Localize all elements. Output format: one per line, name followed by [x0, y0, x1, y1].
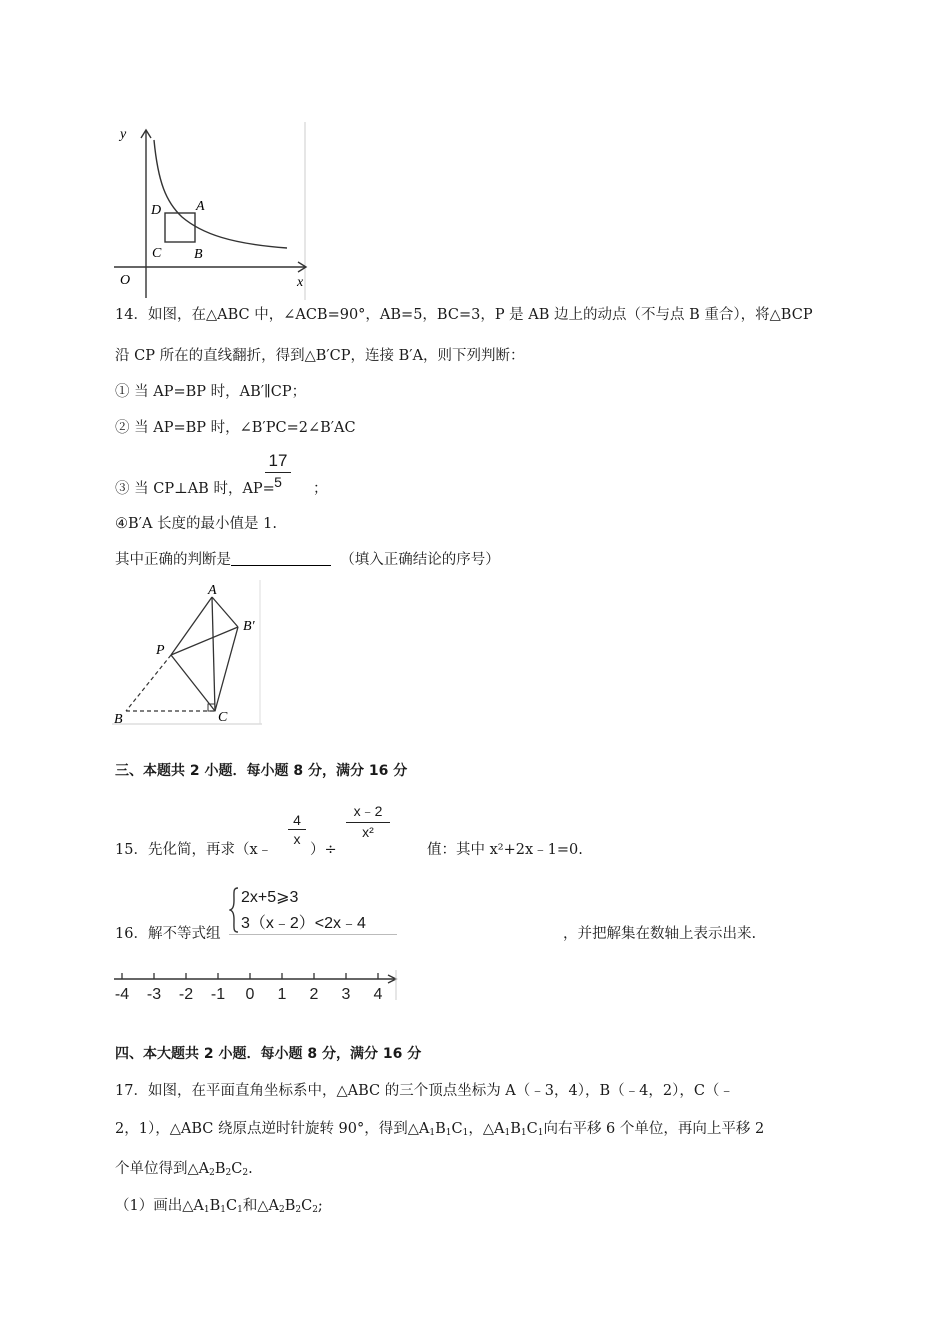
hyperbola-figure — [112, 122, 312, 300]
subscript: 1 — [429, 1128, 436, 1138]
subscript: 1 — [203, 1205, 210, 1215]
subscript: 2 — [242, 1168, 249, 1178]
q14-item1: ① 当 AP=BP 时，AB′∥CP； — [115, 384, 307, 400]
q17-part1-text: 和△A — [242, 1198, 279, 1214]
label-p: P — [156, 643, 165, 658]
subscript: 2 — [225, 1168, 232, 1178]
subscript: 1 — [537, 1128, 544, 1138]
label-y: y — [120, 127, 127, 142]
fraction-bar — [346, 822, 390, 823]
subscript: 2 — [278, 1205, 285, 1215]
segment-b-prime-c — [215, 627, 238, 711]
q17-part1-text: ; — [317, 1198, 323, 1214]
brace-icon — [229, 886, 239, 934]
number-line-label: -4 — [114, 986, 130, 1003]
q14-item4: ④B′A 长度的最小值是 1. — [115, 516, 277, 532]
subscript: 1 — [445, 1128, 452, 1138]
q15-frac1-den: x — [293, 831, 301, 847]
inequality-1: 2x+5⩾3 — [241, 889, 299, 906]
q17-line2-text: C — [526, 1121, 538, 1137]
label-b-prime: B′ — [243, 619, 255, 634]
q14-fraction — [265, 451, 291, 490]
q14-fraction-den: 5 — [274, 474, 282, 490]
q17-line3-text: . — [248, 1161, 253, 1177]
subscript: 1 — [462, 1128, 469, 1138]
q16-prefix: 16．解不等式组 — [115, 926, 221, 942]
q14-item3-prefix: ③ 当 CP⊥AB 时，AP= — [115, 481, 275, 497]
q14-item3 — [115, 477, 275, 498]
label-b: B — [194, 247, 203, 262]
subscript: 1 — [220, 1205, 226, 1215]
label-x: x — [297, 275, 304, 290]
label-a: A — [196, 199, 205, 214]
q15-fraction2 — [346, 801, 390, 840]
q17-line3 — [115, 1157, 253, 1178]
q17-part1-text: C — [225, 1198, 238, 1214]
subscript: 1 — [520, 1128, 527, 1138]
inequality-system — [229, 886, 397, 935]
number-line-label: 4 — [373, 986, 383, 1003]
q14-item3-suffix: ； — [313, 481, 328, 497]
q14-item2: ② 当 AP=BP 时，∠B′PC=2∠B′AC — [115, 420, 356, 436]
subscript: 2 — [312, 1205, 318, 1215]
label-origin: O — [120, 273, 131, 288]
q17-part1-text: （1）画出△A — [115, 1198, 204, 1214]
q14-answer-suffix: （填入正确结论的序号） — [340, 552, 500, 568]
q15-frac2-den: x² — [362, 824, 374, 840]
q17-line2 — [115, 1117, 764, 1138]
number-line-label: -1 — [210, 986, 226, 1003]
q17-part1 — [115, 1194, 323, 1215]
subscript: 1 — [504, 1128, 511, 1138]
q17-line3-text: C — [231, 1161, 243, 1177]
q17-line3-text: B — [214, 1161, 226, 1177]
q14-fraction-num: 17 — [268, 451, 288, 470]
q15-suffix: 值：其中 x²+2x﹣1=0. — [427, 842, 583, 858]
number-line-label: -3 — [146, 986, 162, 1003]
q17-part1-text: B — [209, 1198, 221, 1214]
number-line-label: 0 — [245, 986, 255, 1003]
q14-line1: 14．如图，在△ABC 中，∠ACB=90°，AB=5，BC=3，P 是 AB 边上的动点（不与点 B 重合），将△BCP — [115, 307, 813, 323]
fraction-bar — [265, 472, 291, 473]
subscript: 2 — [209, 1168, 215, 1178]
q14-answer-line — [115, 548, 500, 569]
segment-ab-prime — [212, 597, 238, 627]
q17-line2-text: 2，1），△ABC 绕原点逆时针旋转 90°，得到△A — [115, 1121, 430, 1137]
number-line-label: 3 — [341, 986, 351, 1003]
q14-line2: 沿 CP 所在的直线翻折，得到△B′CP，连接 B′A，则下列判断： — [115, 348, 525, 364]
q17-line3-text: 个单位得到△A — [115, 1161, 210, 1177]
number-line-label: 2 — [309, 986, 319, 1003]
q17-part1-text: C — [301, 1198, 313, 1214]
label-a: A — [208, 583, 217, 598]
subscript: 2 — [295, 1205, 302, 1215]
subscript: 1 — [237, 1205, 243, 1215]
q15-frac1-num: 4 — [293, 812, 301, 828]
hyperbola-curve — [154, 140, 287, 248]
q17-line2-text: 向右平移 6 个单位，再向上平移 2 — [543, 1121, 765, 1137]
label-d: D — [151, 203, 162, 218]
q17-line1: 17．如图，在平面直角坐标系中，△ABC 的三个顶点坐标为 A（﹣3，4），B（﹣4，2），C（﹣ — [115, 1083, 734, 1099]
q15-mid: ）÷ — [310, 842, 337, 858]
q14-answer-prefix: 其中正确的判断是 — [115, 552, 231, 568]
answer-blank[interactable] — [231, 551, 331, 566]
number-line-label: 1 — [277, 986, 287, 1003]
q17-line2-text: B — [435, 1121, 446, 1137]
q17-line2-text: C — [451, 1121, 463, 1137]
segment-pb-dashed — [126, 655, 171, 711]
label-b: B — [114, 712, 123, 727]
segment-ac — [212, 597, 215, 711]
number-line — [112, 964, 400, 1004]
fraction-bar — [288, 829, 306, 830]
triangle-fold-figure — [112, 580, 264, 728]
q17-part1-text: B — [284, 1198, 296, 1214]
inequality-2: 3（x﹣2）<2x﹣4 — [241, 915, 366, 932]
q17-line2-text: B — [510, 1121, 521, 1137]
q15-frac2-num: x﹣2 — [353, 803, 383, 819]
section4-heading: 四、本大题共 2 小题．每小题 8 分，满分 16 分 — [115, 1046, 422, 1062]
segment-pc — [171, 655, 215, 711]
section3-heading: 三、本题共 2 小题．每小题 8 分，满分 16 分 — [115, 763, 408, 779]
number-line-label: -2 — [178, 986, 194, 1003]
q15-prefix: 15．先化简，再求（x﹣ — [115, 842, 273, 858]
label-c: C — [152, 246, 162, 261]
q15-fraction1 — [288, 812, 306, 847]
q16-suffix: ，并把解集在数轴上表示出来. — [563, 926, 757, 942]
q17-line2-text: ，△A — [468, 1121, 505, 1137]
label-c: C — [218, 710, 228, 725]
square-abcd — [165, 213, 195, 242]
